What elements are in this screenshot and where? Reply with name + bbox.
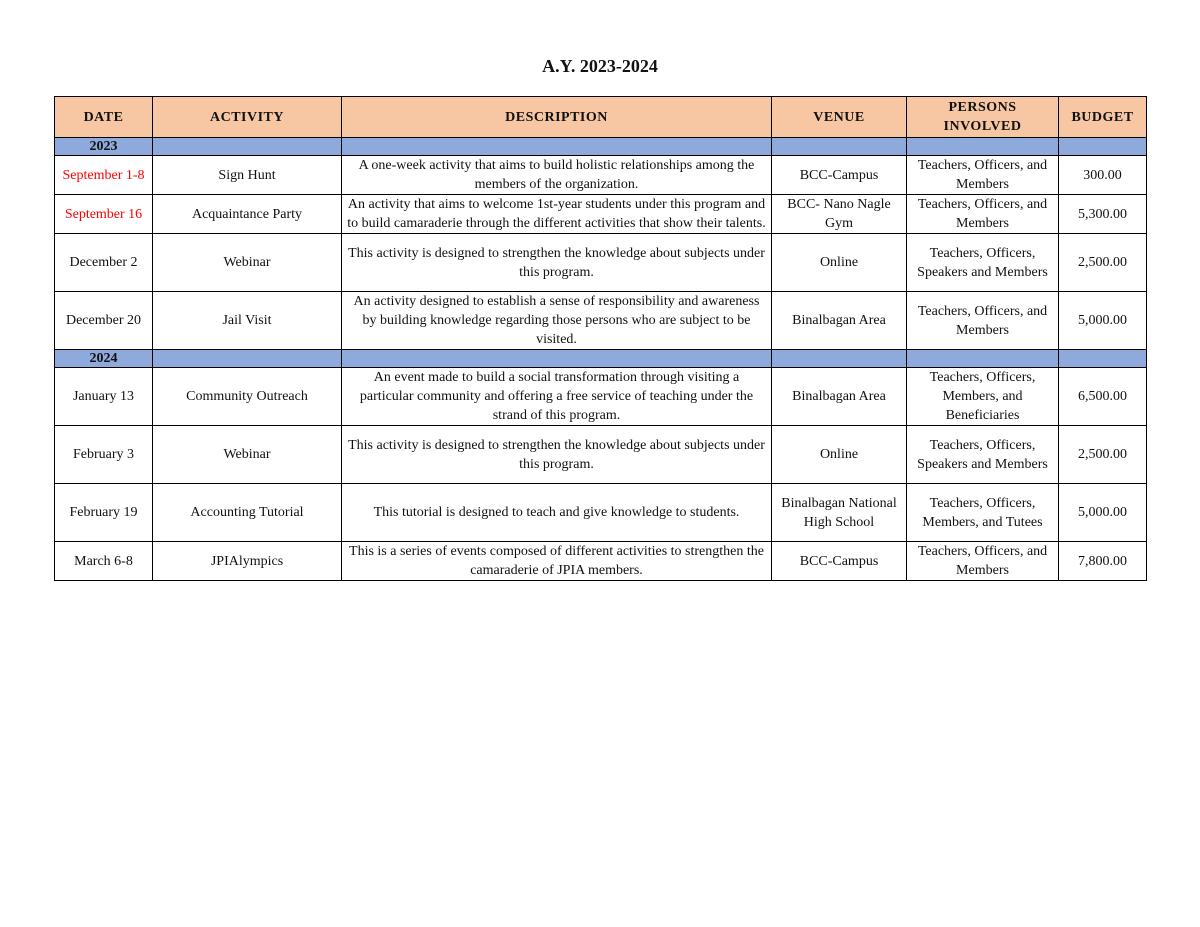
persons-involved-cell: Teachers, Officers, and Members	[907, 195, 1059, 234]
venue-cell: BCC-Campus	[772, 542, 907, 581]
table-row	[55, 234, 1147, 292]
persons-involved-cell: Teachers, Officers, Members, and Tutees	[907, 484, 1059, 542]
persons-involved-cell: Teachers, Officers, and Members	[907, 292, 1059, 350]
date-cell: February 3	[55, 426, 153, 484]
header-persons-involved: PERSONS INVOLVED	[907, 97, 1059, 138]
activity-cell: JPIAlympics	[153, 542, 342, 581]
header-activity: ACTIVITY	[153, 97, 342, 138]
activity-cell: Accounting Tutorial	[153, 484, 342, 542]
header-description: DESCRIPTION	[342, 97, 772, 138]
activity-plan-table	[54, 96, 1147, 581]
date-cell: January 13	[55, 368, 153, 426]
header-venue: VENUE	[772, 97, 907, 138]
year-row-2023	[55, 138, 1147, 156]
year-label: 2023	[55, 138, 153, 156]
persons-involved-cell: Teachers, Officers, Speakers and Members	[907, 234, 1059, 292]
date-cell: September 1-8	[55, 156, 153, 195]
page-title: A.Y. 2023-2024	[542, 56, 658, 76]
activity-cell: Jail Visit	[153, 292, 342, 350]
budget-cell: 300.00	[1059, 156, 1147, 195]
activity-cell: Acquaintance Party	[153, 195, 342, 234]
description-cell: A one-week activity that aims to build holistic relationships among the members of the organization.	[342, 156, 772, 195]
description-cell: This tutorial is designed to teach and give knowledge to students.	[342, 484, 772, 542]
description-cell: This is a series of events composed of different activities to strengthen the camaraderie of JPIA members.	[342, 542, 772, 581]
activity-cell: Webinar	[153, 234, 342, 292]
table-row	[55, 156, 1147, 195]
persons-involved-cell: Teachers, Officers, and Members	[907, 542, 1059, 581]
table-row	[55, 368, 1147, 426]
activity-cell: Webinar	[153, 426, 342, 484]
budget-cell: 2,500.00	[1059, 426, 1147, 484]
header-budget: BUDGET	[1059, 97, 1147, 138]
table-row	[55, 484, 1147, 542]
budget-cell: 7,800.00	[1059, 542, 1147, 581]
date-cell: September 16	[55, 195, 153, 234]
venue-cell: BCC-Campus	[772, 156, 907, 195]
venue-cell: Binalbagan National High School	[772, 484, 907, 542]
venue-cell: Online	[772, 234, 907, 292]
description-cell: This activity is designed to strengthen the knowledge about subjects under this program.	[342, 426, 772, 484]
year-label: 2024	[55, 350, 153, 368]
table-header-row	[55, 97, 1147, 138]
persons-involved-cell: Teachers, Officers, Members, and Beneficiaries	[907, 368, 1059, 426]
table-row	[55, 195, 1147, 234]
table-row	[55, 542, 1147, 581]
budget-cell: 6,500.00	[1059, 368, 1147, 426]
table-row	[55, 292, 1147, 350]
date-cell: February 19	[55, 484, 153, 542]
budget-cell: 2,500.00	[1059, 234, 1147, 292]
persons-involved-cell: Teachers, Officers, Speakers and Members	[907, 426, 1059, 484]
date-cell: December 2	[55, 234, 153, 292]
header-date: DATE	[55, 97, 153, 138]
venue-cell: Binalbagan Area	[772, 368, 907, 426]
description-cell: An activity that aims to welcome 1st-year students under this program and to build camaraderie through the different activities that show their talents.	[342, 195, 772, 234]
activity-cell: Sign Hunt	[153, 156, 342, 195]
table-row	[55, 426, 1147, 484]
activity-cell: Community Outreach	[153, 368, 342, 426]
budget-cell: 5,000.00	[1059, 292, 1147, 350]
date-cell: December 20	[55, 292, 153, 350]
budget-cell: 5,300.00	[1059, 195, 1147, 234]
description-cell: An activity designed to establish a sense of responsibility and awareness by building knowledge regarding those persons who are subject to be visited.	[342, 292, 772, 350]
description-cell: This activity is designed to strengthen the knowledge about subjects under this program.	[342, 234, 772, 292]
persons-involved-cell: Teachers, Officers, and Members	[907, 156, 1059, 195]
venue-cell: Binalbagan Area	[772, 292, 907, 350]
date-cell: March 6-8	[55, 542, 153, 581]
budget-cell: 5,000.00	[1059, 484, 1147, 542]
venue-cell: Online	[772, 426, 907, 484]
description-cell: An event made to build a social transformation through visiting a particular community and offering a free service of teaching under the strand of this program.	[342, 368, 772, 426]
year-row-2024	[55, 350, 1147, 368]
venue-cell: BCC- Nano Nagle Gym	[772, 195, 907, 234]
